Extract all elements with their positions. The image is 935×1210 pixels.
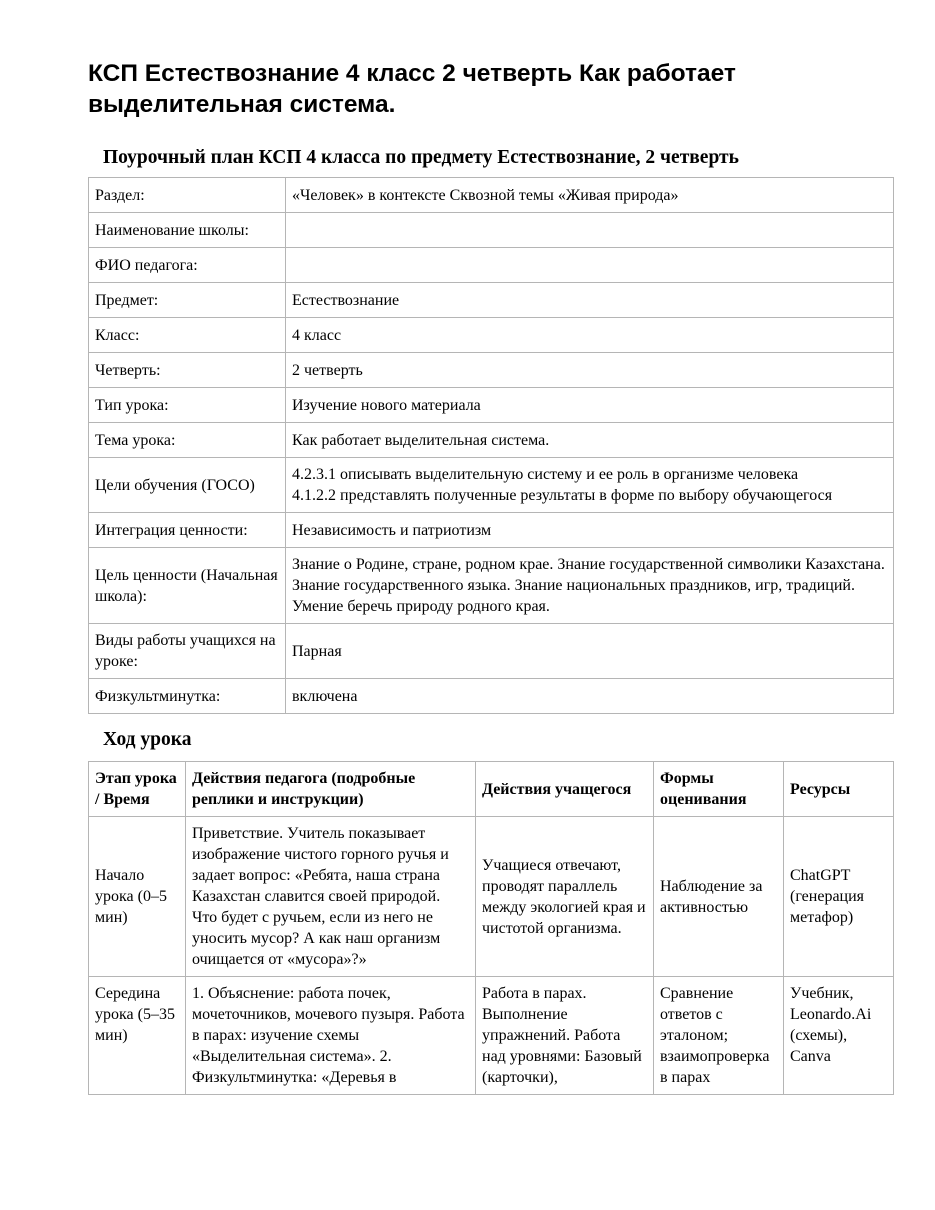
plan-row-value: 4.2.3.1 описывать выделительную систему и ее роль в организме человека 4.1.2.2 представлять полученные результаты в форме по выбору обучающегося — [286, 458, 894, 513]
plan-row — [89, 248, 894, 283]
lesson-column-header: Этап урока / Время — [89, 762, 186, 817]
plan-row-label: Тема урока: — [89, 423, 286, 458]
plan-row — [89, 679, 894, 714]
lesson-column-header: Действия учащегося — [476, 762, 654, 817]
plan-row-value — [286, 213, 894, 248]
plan-row — [89, 548, 894, 624]
plan-row-label: Цели обучения (ГОСО) — [89, 458, 286, 513]
plan-row — [89, 283, 894, 318]
plan-row-value: Естествознание — [286, 283, 894, 318]
plan-row — [89, 318, 894, 353]
assessment-cell: Сравнение ответов с эталоном; взаимопроверка в парах — [654, 977, 784, 1095]
assessment-cell: Наблюдение за активностью — [654, 817, 784, 977]
lesson-flow-table — [88, 761, 894, 1095]
plan-row — [89, 624, 894, 679]
plan-row-label: Виды работы учащихся на уроке: — [89, 624, 286, 679]
plan-row — [89, 178, 894, 213]
plan-row-label: Класс: — [89, 318, 286, 353]
plan-row — [89, 213, 894, 248]
plan-row-value: Изучение нового материала — [286, 388, 894, 423]
student-actions-cell: Учащиеся отвечают, проводят параллель между экологией края и чистотой организма. — [476, 817, 654, 977]
plan-row-label: Интеграция ценности: — [89, 513, 286, 548]
plan-row-value: 4 класс — [286, 318, 894, 353]
plan-row — [89, 423, 894, 458]
plan-row-label: Четверть: — [89, 353, 286, 388]
lesson-stage-cell: Середина урока (5–35 мин) — [89, 977, 186, 1095]
lesson-heading: Ход урока — [103, 729, 192, 750]
plan-row-value: Независимость и патриотизм — [286, 513, 894, 548]
plan-row-value: Знание о Родине, стране, родном крае. Знание государственной символики Казахстана. Знание государственного языка. Знание национальных праздников, игр, традиций. Умение беречь природу родного края. — [286, 548, 894, 624]
lesson-column-header: Действия педагога (подробные реплики и инструкции) — [186, 762, 476, 817]
plan-row-label: Тип урока: — [89, 388, 286, 423]
plan-row — [89, 353, 894, 388]
plan-row-value — [286, 248, 894, 283]
resources-cell: ChatGPT (генерация метафор) — [784, 817, 894, 977]
teacher-actions-cell: 1. Объяснение: работа почек, мочеточников, мочевого пузыря. Работа в парах: изучение схемы «Выделительная система». 2. Физкультминутка: «Деревья в — [186, 977, 476, 1095]
plan-row-label: Наименование школы: — [89, 213, 286, 248]
plan-row — [89, 513, 894, 548]
teacher-actions-cell: Приветствие. Учитель показывает изображение чистого горного ручья и задает вопрос: «Ребята, наша страна Казахстан славится своей природой. Что будет с ручьем, если из него не уносить мусор? А как наш организм очищается от «мусора»?» — [186, 817, 476, 977]
lesson-row — [89, 977, 894, 1095]
plan-heading: Поурочный план КСП 4 класса по предмету Естествознание, 2 четверть — [103, 147, 739, 168]
lesson-column-header: Ресурсы — [784, 762, 894, 817]
plan-row-value: Парная — [286, 624, 894, 679]
lesson-column-header: Формы оценивания — [654, 762, 784, 817]
resources-cell: Учебник, Leonardo.Ai (схемы), Canva — [784, 977, 894, 1095]
document-page — [88, 58, 893, 1095]
lesson-stage-cell: Начало урока (0–5 мин) — [89, 817, 186, 977]
plan-row-value: 2 четверть — [286, 353, 894, 388]
plan-row-label: Раздел: — [89, 178, 286, 213]
document-title: КСП Естествознание 4 класс 2 четверть Как работает выделительная система. — [88, 60, 736, 118]
student-actions-cell: Работа в парах. Выполнение упражнений. Работа над уровнями: Базовый (карточки), — [476, 977, 654, 1095]
plan-row-label: Предмет: — [89, 283, 286, 318]
plan-row-value: включена — [286, 679, 894, 714]
plan-row — [89, 458, 894, 513]
plan-table — [88, 177, 894, 714]
plan-row — [89, 388, 894, 423]
plan-row-label: ФИО педагога: — [89, 248, 286, 283]
plan-row-value: Как работает выделительная система. — [286, 423, 894, 458]
lesson-flow-header-row — [89, 762, 894, 817]
lesson-row — [89, 817, 894, 977]
plan-row-value: «Человек» в контексте Сквозной темы «Живая природа» — [286, 178, 894, 213]
plan-row-label: Физкультминутка: — [89, 679, 286, 714]
plan-row-label: Цель ценности (Начальная школа): — [89, 548, 286, 624]
